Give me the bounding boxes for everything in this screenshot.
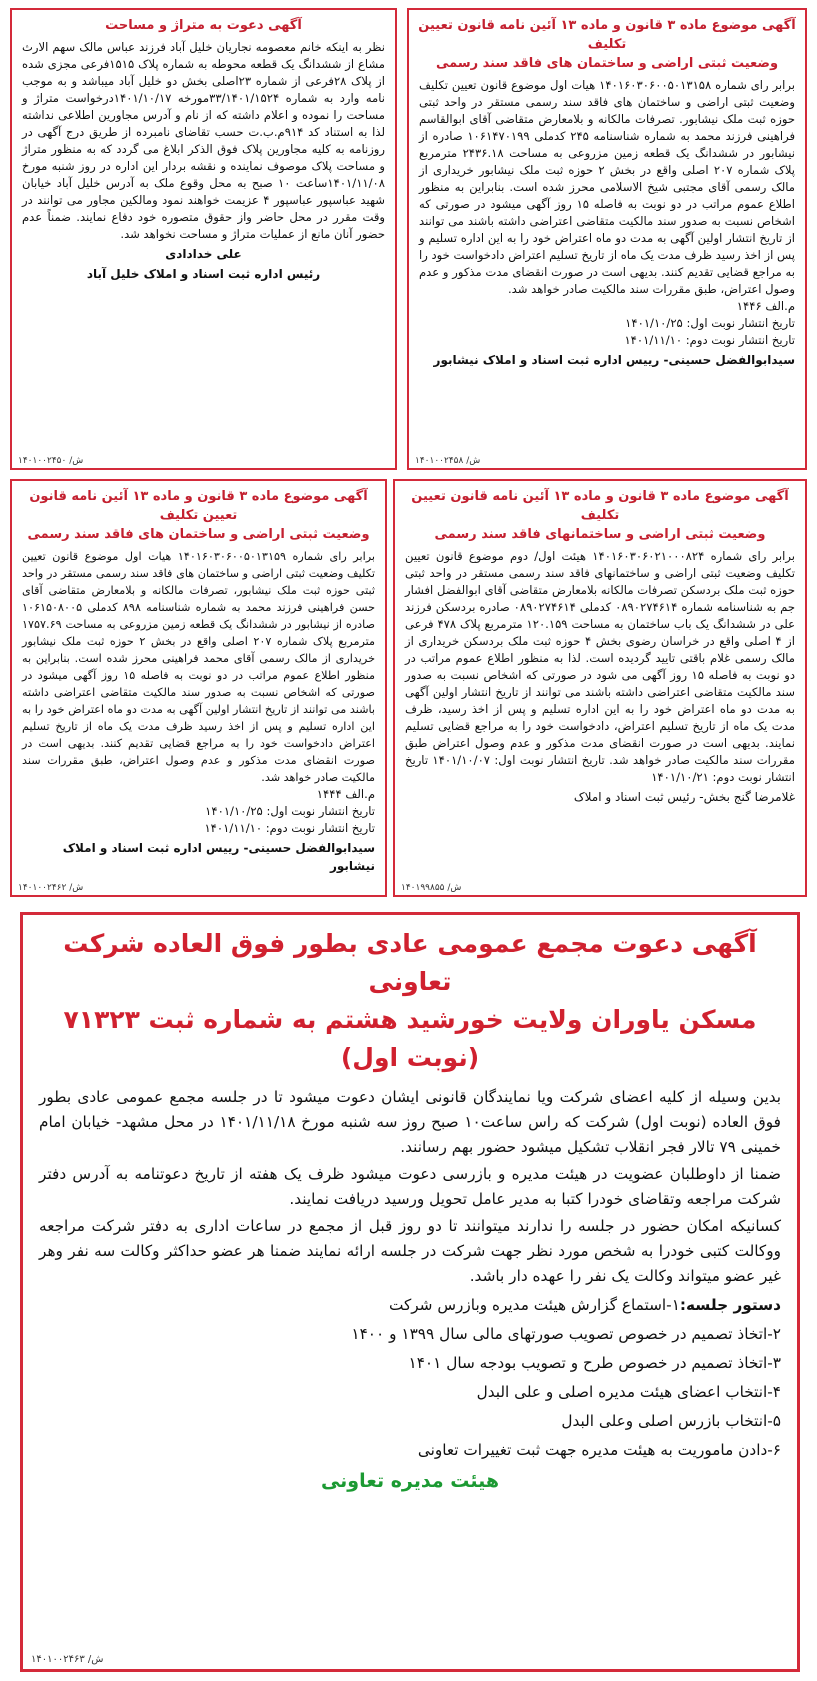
notice-code: ۱۴۰۱۰۰۲۴۵۰ /ش bbox=[18, 456, 84, 466]
agenda-item: ۶-دادن ماموریت به هیئت مدیره جهت ثبت تغییرات تعاونی bbox=[417, 1441, 781, 1459]
notice-body: برابر رای شماره ۱۴۰۱۶۰۳۰۶۰۰۵۰۱۳۱۵۹ هیات اول موضوع قانون تعیین تکلیف وضعیت ثبتی اراضی و ساختمان های فاقد سند رسمی مستقر در واحد ثبتی حوزه ثبت ملک نیشابور، تصرفات مالکانه و بلامعارض متقاضی آقای حسن فراهینی فرزند محمد به شماره شناسنامه ۸۹۸ کدملی ۱۰۶۱۵۰۸۰۰۵ صادره از نیشابور در ششدانگ یک قطعه زمین مزروعی به مساحت ۱۷۵۷.۶۹ مترمربع پلاک شماره ۲۰۷ اصلی واقع در بخش ۲ حوزه ثبت ملک نیشابور خریداری از مالک رسمی آقای محمد فراهینی محرز شده است. بنابراین به منظور اطلاع عموم مراتب در دو نوبت به فاصله ۱۵ روز آگهی میشود در صورتی که اشخاص نسبت به صدور سند مالکیت متقاضی اعتراضی داشته باشند می توانند از تاریخ انتشار اولین آگهی به مدت دو ماه اعتراض خود را به این اداره تسلیم و پس از اخذ رسید ظرف مدت یک ماه از تاریخ تسلیم اعتراض دادخواست خود را به مراجع قضایی تقدیم کنند. بدیهی است در صورت انقضای مدت مذکور و عدم وصول اعتراض، طبق مقررات سند مالکیت صادر خواهد شد. bbox=[22, 550, 376, 784]
second-publication-date: تاریخ انتشار نوبت دوم: ۱۴۰۱/۱۱/۱۰ bbox=[204, 821, 375, 835]
notice-signature: غلامرضا گنج بخش- رئیس ثبت اسناد و املاک bbox=[573, 790, 795, 804]
agenda-item: دستور جلسه:۱-استماع گزارش هیئت مدیره وبازرس شرکت bbox=[388, 1296, 781, 1314]
invitation-paragraph: بدین وسیله از کلیه اعضای شرکت ویا نمایندگان قانونی ایشان دعوت میشود تا در جلسه مجمع عمومی عادی بطور فوق العاده (نوبت اول) شرکت که راس ساعت۱۰ صبح روز سه شنبه مورخ ۱۴۰۱/۱۱/۱۸ در محل مشهد- خیابان امام خمینی ۷۹ تالار فجر انقلاب تشکیل میشود حضور بهم رسانند. bbox=[39, 1088, 781, 1156]
notice-code: ۱۴۰۱۰۰۲۴۶۲ /ش bbox=[18, 883, 84, 893]
notice-ref: م.الف ۱۴۴۶ bbox=[736, 299, 795, 313]
notice-title: آگهی موضوع ماده ۳ قانون و ماده ۱۳ آئین نامه قانون تعیین تکلیف وضعیت ثبتی اراضی و ساختمان های فاقد سند رسمی bbox=[27, 489, 370, 542]
notice-signature: سیدابوالفضل حسینی- رییس اداره ثبت اسناد و املاک نیشابور bbox=[433, 353, 795, 367]
land-registration-notice-1 bbox=[407, 8, 807, 470]
cooperative-assembly-notice bbox=[20, 912, 800, 1672]
first-publication-date: تاریخ انتشار نوبت اول: ۱۴۰۱/۱۰/۲۵ bbox=[205, 804, 375, 818]
notice-code: ۱۴۰۱۰۰۲۴۵۸ /ش bbox=[415, 456, 481, 466]
notice-body: برابر رای شماره ۱۴۰۱۶۰۳۰۶۰۲۱۰۰۰۸۲۴ هیئت اول/ دوم موضوع قانون تعیین تکلیف وضعیت ثبتی اراضی و ساختمانهای فاقد سند رسمی مستقر در واحد ثبتی حوزه ثبت ملک بردسکن تصرفات مالکانه بلامعارض متقاضی آقای ابوالفضل افشار جم به شناسنامه شماره ۰۸۹۰۲۷۴۶۱۴ کدملی ۰۸۹۰۲۷۴۶۱۴ صادره بردسکن فرزند علی در ششدانگ یک باب ساختمان به مساحت ۱۲۰.۱۵۹ مترمربع پلاک ۴۷۸ فرعی از ۴ اصلی واقع در خراسان رضوی بخش ۴ حوزه ثبت ملک بردسکن خریداری از مالک رسمی غلام باقتی تایید گردیده است. لذا به منظور اطلاع عموم مراتب در دو نوبت به فاصله ۱۵ روز آگهی می شود در صورتی که اشخاص نسبت به صدور سند مالکیت متقاضی اعتراضی داشته باشند می توانند از تاریخ انتشار اولین آگهی به مدت دو ماه اعتراض خود را به این اداره تسلیم و پس از اخذ رسید، ظرف مدت یک ماه از تاریخ تسلیم اعتراض، دادخواست خود را به مراجع قضایی تسلیم نمایند. بدیهی است در صورت انقضای مدت مذکور و عدم وصول اعتراض طبق مقررات سند مالکیت صادر خواهد شد. تاریخ انتشار نوبت اول: ۱۴۰۱/۱۰/۰۷ تاریخ انتشار نوبت دوم: ۱۴۰۱/۱۰/۲۱ bbox=[405, 549, 796, 784]
agenda bbox=[39, 1291, 781, 1465]
agenda-item: ۴-انتخاب اعضای هیئت مدیره اصلی و علی البدل bbox=[476, 1383, 781, 1401]
first-publication-date: تاریخ انتشار نوبت اول: ۱۴۰۱/۱۰/۲۵ bbox=[625, 316, 795, 330]
agenda-item: ۲-اتخاذ تصمیم در خصوص تصویب صورتهای مالی سال ۱۳۹۹ و ۱۴۰۰ bbox=[351, 1325, 781, 1343]
agenda-label: دستور جلسه: bbox=[679, 1296, 781, 1314]
notice-body: نظر به اینکه خانم معصومه نجاریان خلیل آباد فرزند عباس مالک سهم الارث مشاع از ششدانگ یک قطعه محوطه به شماره پلاک ۱۵۱۵فرعی مجزی شده از پلاک ۲۸فرعی از شماره ۲۳اصلی بخش دو خلیل آباد میباشد و به موجب نامه وارد به شماره ۳۳/۱۴۰۱/۱۵۲۴مورخه ۱۴۰۱/۱۰/۱۷درخواست متراژ و مساحت را نموده و اعلام داشته که از نام و آدرس مجاورین اطلاعی نداشته لذا به استناد کد ۹۱۴م.ب.ت حسب تقاضای نامبرده از طریق درج آگهی در روزنامه به کلیه مجاورین پلاک فوق الذکر ابلاغ می گردد که به منظور متراژ و مساحت پلاک موصوف نماینده و نقشه بردار این اداره در روز شنبه مورخ ۱۴۰۱/۱۱/۰۸ساعت ۱۰ صبح به محل وقوع ملک به آدرس خلیل آباد خیابان شهید عباسپور عباسپور ۴ عزیمت خواهند نمود ومالکین مجاور می توانند در وقت مقرر در محل حاضر واز حقوق متصوره خود دفاع نمایند. ضمناً عدم حضور آنان مانع از عملیات متراژ و مساحت نخواهد شد. bbox=[22, 40, 386, 241]
second-publication-date: تاریخ انتشار نوبت دوم: ۱۴۰۱/۱۱/۱۰ bbox=[624, 333, 795, 347]
notice-title: آگهی موضوع ماده ۳ قانون و ماده ۱۳ آئین نامه قانون تعیین تکلیف وضعیت ثبتی اراضی و ساختمانهای فاقد سند رسمی bbox=[411, 489, 789, 542]
notice-body: برابر رای شماره ۱۴۰۱۶۰۳۰۶۰۰۵۰۱۳۱۵۸ هیات اول موضوع قانون تعیین تکلیف وضعیت ثبتی اراضی و ساختمان های فاقد سند رسمی مستقر در واحد ثبتی حوزه ثبت ملک نیشابور. تصرفات مالکانه و بلامعارض متقاضی آقای ابوالقاسم فراهینی فرزند محمد به شماره شناسنامه ۲۴۵ کدملی ۱۰۶۱۴۷۰۱۹۹ صادره از نیشابور در ششدانگ یک قطعه زمین مزروعی به مساحت ۲۴۳۶.۱۸ مترمربع پلاک شماره ۲۰۷ اصلی واقع در بخش ۲ حوزه ثبت ملک نیشابور خریداری از مالک رسمی آقای مجتبی شیخ الاسلامی محرز شده است. بنابراین به منظور اطلاع عموم مراتب در دو نوبت به فاصله ۱۵ روز آگهی میشود در صورتی که اشخاص نسبت به صدور سند مالکیت متقاضی اعتراضی داشته باشند می توانند از تاریخ انتشار اولین آگهی به مدت دو ماه اعتراض خود را به این اداره تسلیم و پس از اخذ رسید ظرف مدت یک ماه از تاریخ تسلیم اعتراض دادخواست خود را به مراجع قضایی تقدیم کنند. بدیهی است در صورت انقضای مدت مذکور و عدم وصول اعتراض، طبق مقررات سند مالکیت صادر خواهد شد. bbox=[418, 78, 796, 296]
assembly-body bbox=[39, 1085, 781, 1289]
notice-title: آگهی موضوع ماده ۳ قانون و ماده ۱۳ آئین نامه قانون تعیین تکلیف وضعیت ثبتی اراضی و ساختمان های فاقد سند رسمی bbox=[418, 18, 796, 71]
official-name: علی خدادادی bbox=[165, 247, 242, 261]
assembly-title: آگهی دعوت مجمع عمومی عادی بطور فوق العاده شرکت تعاونی مسکن یاوران ولایت خورشید هشتم به شماره ثبت ۷۱۳۲۳ (نوبت اول) bbox=[63, 929, 757, 1072]
notice-code: ۱۴۰۱۰۰۲۴۶۳ /ش bbox=[31, 1654, 104, 1665]
survey-invitation-notice bbox=[10, 8, 397, 470]
notice-title: آگهی دعوت به متراژ و مساحت bbox=[105, 18, 302, 33]
land-registration-notice-2 bbox=[393, 479, 807, 897]
proxy-paragraph: کسانیکه امکان حضور در جلسه را ندارند میتوانند تا دو روز قبل از مجمع در ساعات اداری به دفتر شرکت مراجعه ووکالت کتبی خودرا به شخص مورد نظر جهت شرکت در جلسه ارائه نمایند ضمنا هر عضو حداکثر وکالت سه نفر وهر غیر عضو میتواند وکالت یک نفر را عهده دار باشد. bbox=[39, 1217, 781, 1285]
land-registration-notice-3 bbox=[10, 479, 387, 897]
notice-signature: رئیس اداره ثبت اسناد و املاک خلیل آباد bbox=[86, 267, 321, 281]
notice-ref: م.الف ۱۴۴۴ bbox=[316, 787, 375, 801]
agenda-item: ۳-اتخاذ تصمیم در خصوص طرح و تصویب بودجه سال ۱۴۰۱ bbox=[408, 1354, 781, 1372]
notice-code: ۱۴۰۱۹۹۸۵۵ /ش bbox=[401, 883, 462, 893]
notice-signature: سیدابوالفضل حسینی- رییس اداره ثبت اسناد و املاک نیشابور bbox=[62, 841, 375, 873]
agenda-item: ۵-انتخاب بازرس اصلی وعلی البدل bbox=[561, 1412, 781, 1430]
board-signature: هیئت مدیره تعاونی bbox=[320, 1470, 500, 1492]
candidates-paragraph: ضمنا از داوطلبان عضویت در هیئت مدیره و بازرسی دعوت میشود ظرف یک هفته از تاریخ دعوتنامه به آدرس دفتر شرکت مراجعه وتقاضای خودرا کتبا به مدیر عامل تحویل ورسید دریافت نمایند. bbox=[39, 1165, 781, 1208]
